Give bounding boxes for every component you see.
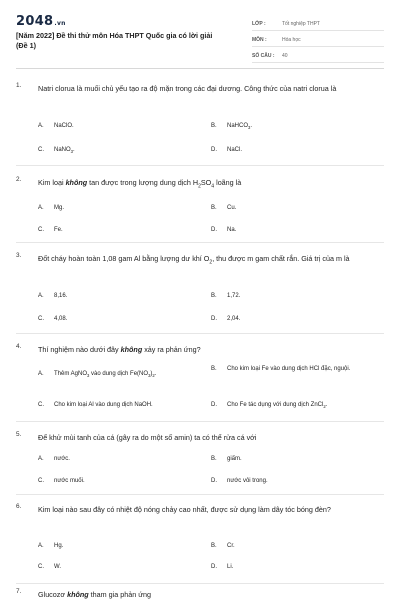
option-d[interactable]: D. Na. [211,227,237,233]
meta-subject: MÔN : Hóa học [252,31,384,47]
question-divider [16,242,384,243]
question-divider [16,583,384,584]
formula-nahco3: NaHCO$_3$. [227,123,253,131]
option-b[interactable]: B. NaHCO$_3$. [211,123,253,131]
exam-title: [Năm 2022] Đề thi thử môn Hóa THPT Quốc gia có lời giải (Đề 1) [16,31,213,50]
option-d[interactable]: D. nước vôi trong. [211,478,268,484]
question-text: Kim loại không tan được trong lượng dung dịch $H_2SO_4$ loãng là [38,178,242,190]
option-a[interactable]: A. Mg. [38,205,65,211]
question-text: Để khử mùi tanh của cá (gây ra do một số amin) ta có thể rửa cá với [38,433,257,442]
option-c[interactable]: C. W. [38,564,61,570]
meta-question-count: SỐ CÂU : 40 [252,47,384,63]
question-divider [16,421,384,422]
option-c[interactable]: C. NaNO$_3$. [38,147,75,155]
option-b[interactable]: B. Cho kim loại Fe vào dung dịch HCl đặc, nguội. [211,366,351,372]
question-number: 7. [16,588,22,595]
site-logo[interactable]: 2048.vn [16,14,66,29]
option-c[interactable]: C. Cho kim loại Al vào dung dịch NaOH. [38,402,153,408]
question-divider [16,333,384,334]
option-a[interactable]: A. Hg. [38,543,64,549]
option-b[interactable]: B. giấm. [211,456,242,462]
option-c[interactable]: C. Fe. [38,227,63,233]
question-text: Thí nghiệm nào dưới đây không xảy ra phản ứng? [38,345,201,354]
header-divider [16,68,384,69]
question-number: 5. [16,431,22,438]
option-b[interactable]: B. 1,72. [211,293,241,299]
exam-meta [252,15,384,63]
option-c[interactable]: C. 4,08. [38,316,68,322]
question-number: 2. [16,176,22,183]
option-d[interactable]: D. 2,04. [211,316,241,322]
meta-class: LỚP : Tốt nghiệp THPT [252,15,384,31]
question-number: 4. [16,343,22,350]
question-text: Đốt cháy hoàn toàn 1,08 gam Al bằng lượng dư khí $O_2$, thu được m gam chất rắn. Giá trị của m là [38,254,350,266]
option-a[interactable]: A. 8,16. [38,293,68,299]
option-d[interactable]: D. Li. [211,564,234,570]
option-b[interactable]: B. Cu. [211,205,237,211]
question-number: 3. [16,252,22,259]
formula-nano3: NaNO$_3$. [54,147,75,155]
document-header [0,0,400,64]
question-text: Kim loại nào sau đây có nhiệt độ nóng chảy cao nhất, được sử dụng làm dây tóc bóng đèn? [38,505,331,514]
option-c[interactable]: C. nước muối. [38,478,85,484]
question-text: Natri clorua là muối chủ yếu tạo ra độ mặn trong các đại dương. Công thức của natri clorua là [38,84,337,93]
question-number: 1. [16,82,22,89]
option-a[interactable]: A. NaClO. [38,123,74,129]
option-b[interactable]: B. Cr. [211,543,235,549]
option-d[interactable]: D. NaCl. [211,147,243,153]
option-a[interactable]: A. nước. [38,456,70,462]
question-text: Glucozơ không tham gia phản ứng [38,590,152,599]
option-a[interactable]: A. Thêm AgNO$_3$ vào dung dịch $Fe(NO_3)_2$. [38,371,157,379]
question-number: 6. [16,503,22,510]
question-divider [16,165,384,166]
option-d[interactable]: D. Cho Fe tác dụng với dung dịch ZnCl$_2$. [211,402,328,410]
question-divider [16,494,384,495]
